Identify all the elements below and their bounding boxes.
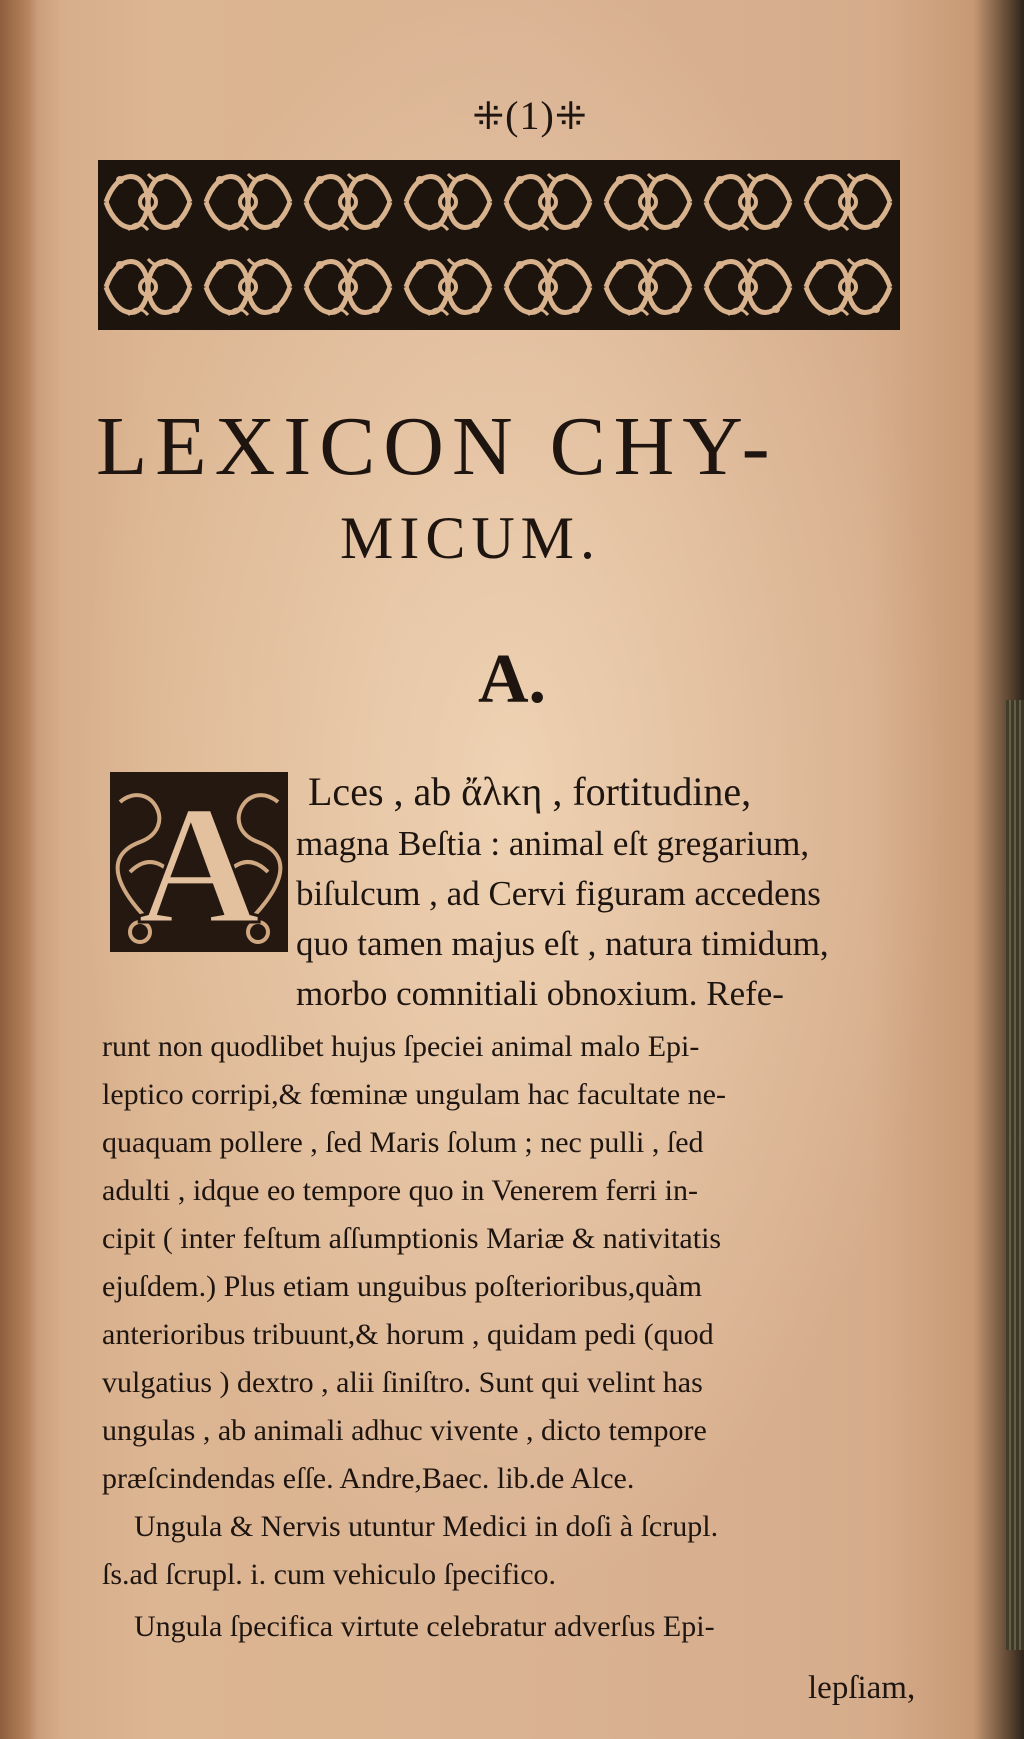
entry-line-9: adulti , idque eo tempore quo in Venerem ferri in-	[102, 1174, 698, 1207]
page-gutter-shadow	[0, 0, 38, 1739]
ornament-left-icon: ⁜	[472, 96, 506, 138]
section-heading: A.	[477, 641, 547, 718]
entry-line-7: leptico corripi,& fœminæ ungulam hac facultate ne-	[102, 1078, 726, 1111]
decorated-initial	[110, 772, 288, 952]
entry-line-3: biſulcum , ad Cervi figuram accedens	[296, 874, 821, 913]
page-header	[420, 92, 640, 139]
entry-line-2: magna Beſtia : animal eſt gregarium,	[296, 824, 810, 863]
entry-line-1: Lces , ab ἄλκη , fortitudine,	[308, 769, 752, 814]
entry-line-11: ejuſdem.) Plus etiam unguibus poſterioribus,quàm	[102, 1270, 702, 1303]
catchword: lepſiam,	[808, 1670, 916, 1706]
dropcap-letter: A	[137, 772, 261, 952]
entry-line-16: Ungula & Nervis utuntur Medici in doſi à ſcrupl.	[134, 1510, 719, 1543]
ornament-right-icon: ⁜	[554, 96, 588, 138]
entry-line-8: quaquam pollere , ſed Maris ſolum ; nec pulli , ſed	[102, 1126, 704, 1159]
entry-line-14: ungulas , ab animali adhuc vivente , dicto tempore	[102, 1414, 707, 1447]
entry-line-15: præſcindendas eſſe. Andre,Baec. lib.de Alce.	[102, 1462, 635, 1495]
decorative-headpiece	[98, 160, 900, 330]
page-title-continuation: MICUM.	[340, 505, 602, 571]
page-title: LEXICON CHY-	[96, 400, 778, 493]
page-number: (1)	[505, 93, 555, 138]
entry-line-5: morbo comnitiali obnoxium. Refe-	[296, 974, 784, 1013]
page-edge	[1006, 700, 1024, 1650]
entry-line-6: runt non quodlibet hujus ſpeciei animal malo Epi-	[102, 1030, 700, 1063]
entry-line-17: ſs.ad ſcrupl. i. cum vehiculo ſpecifico.	[102, 1558, 557, 1591]
entry-line-18: Ungula ſpecifica virtute celebratur adverſus Epi-	[134, 1610, 715, 1643]
entry-line-12: anterioribus tribuunt,& horum , quidam pedi (quod	[102, 1318, 714, 1351]
entry-line-13: vulgatius ) dextro , alii ſiniſtro. Sunt qui velint has	[102, 1366, 703, 1399]
entry-line-10: cipit ( inter feſtum aſſumptionis Mariæ & nativitatis	[102, 1222, 722, 1255]
entry-line-4: quo tamen majus eſt , natura timidum,	[296, 924, 829, 963]
